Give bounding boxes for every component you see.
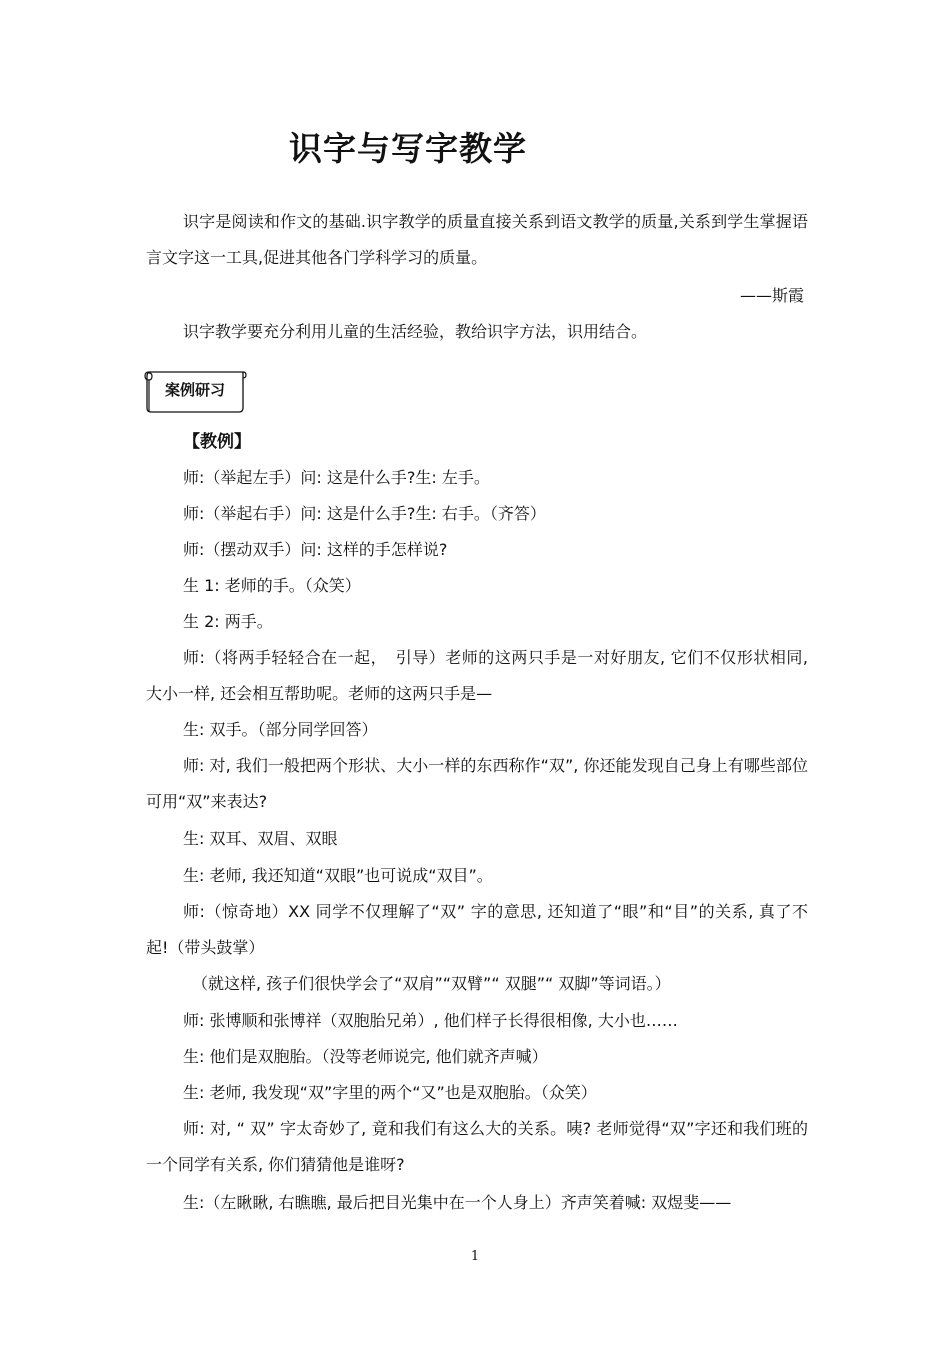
dialogue-line: 生: 老师, 我发现“双”字里的两个“又”也是双胞胎。（众笑） [183,1083,597,1102]
dialogue-line: 生 1: 老师的手。（众笑） [183,576,361,595]
dialogue-line: 生: 双耳、双眉、双眼 [183,829,338,848]
page-title: 识字与写字教学 [289,129,527,168]
quote-attribution: ——斯霞 [739,286,804,305]
badge-label: 案例研习 [164,381,225,399]
section-heading: 【教例】 [183,432,251,452]
dialogue-line: 师:（举起左手）问: 这是什么手?生: 左手。 [183,468,490,487]
dialogue-line: （就这样, 孩子们很快学会了“双肩”“双臂”“ 双腿”“ 双脚”等词语。） [192,974,671,993]
dialogue-paragraph: 师:（将两手轻轻合在一起， 引导）老师的这两只手是一对好朋友, 它们不仅形状相同, 大小一样, 还会相互帮助呢。老师的这两只手是— [146,648,808,703]
dialogue-line: 生: 老师, 我还知道“双眼”也可说成“双目”。 [183,866,493,885]
page-number: 1 [470,1249,480,1264]
dialogue-line: 生: 双手。（部分同学回答） [183,720,378,739]
intro-paragraph: 识字是阅读和作文的基础.识字教学的质量直接关系到语文教学的质量,关系到学生掌握语言文字这一工具,促进其他各门学科学习的质量。 [146,212,808,267]
dialogue-paragraph: 师: 对, 我们一般把两个形状、大小一样的东西称作“双”, 你还能发现自己身上有哪些部位可用“双”来表达? [146,756,808,811]
dialogue-line: 师:（举起右手）问: 这是什么手?生: 右手。（齐答） [183,504,546,523]
case-study-badge [143,368,247,416]
dialogue-paragraph: 师: 对, “ 双” 字太奇妙了, 竟和我们有这么大的关系。咦? 老师觉得“双”字还和我们班的一个同学有关系, 你们猜猜他是谁呀? [146,1119,808,1174]
dialogue-line: 生:（左瞅瞅, 右瞧瞧, 最后把目光集中在一个人身上）齐声笑着喊: 双煜斐—— [183,1193,732,1212]
dialogue-paragraph: 师:（惊奇地）XX 同学不仅理解了“双” 字的意思, 还知道了“眼”和“目”的关系, 真了不起!（带头鼓掌） [146,902,808,957]
dialogue-line: 生: 他们是双胞胎。（没等老师说完, 他们就齐声喊） [183,1047,548,1066]
dialogue-line: 师:（摆动双手）问: 这样的手怎样说? [183,540,448,559]
dialogue-line: 生 2: 两手。 [183,612,273,631]
teaching-principle: 识字教学要充分利用儿童的生活经验，教给识字方法，识用结合。 [183,322,648,341]
dialogue-line: 师: 张博顺和张博祥（双胞胎兄弟）, 他们样子长得很相像, 大小也…… [183,1011,678,1030]
